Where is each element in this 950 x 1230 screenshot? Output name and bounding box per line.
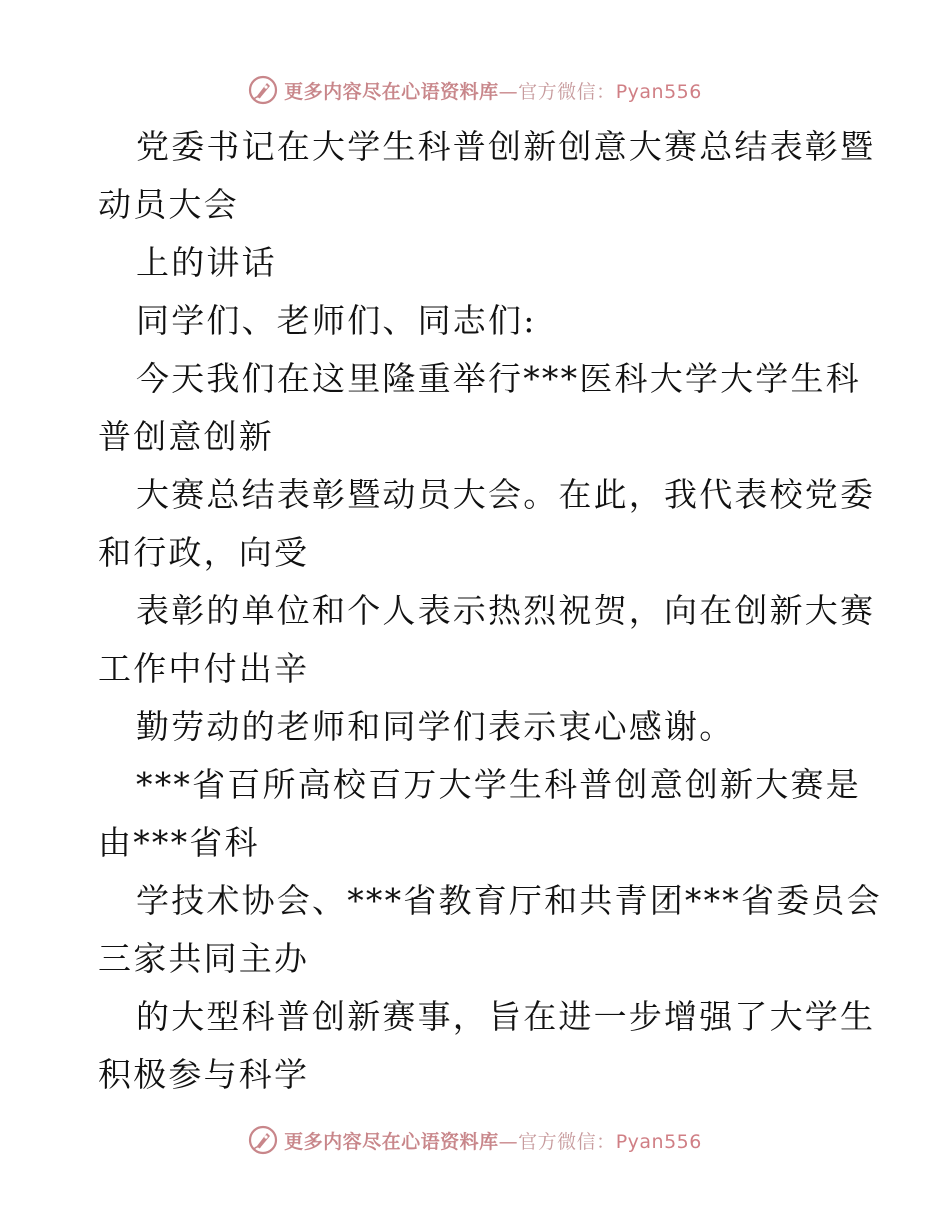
- watermark-brand: 更多内容尽在心语资料库: [284, 80, 499, 103]
- watermark-separator: —: [498, 80, 519, 103]
- body-line: 由***省科: [98, 823, 260, 862]
- body-line: 工作中付出辛: [98, 649, 310, 688]
- body-line: 勤劳动的老师和同学们表示衷心感谢。: [136, 707, 735, 746]
- pen-nib-logo-icon: [248, 1125, 278, 1155]
- watermark-contact-id: Pyan556: [615, 1130, 702, 1153]
- body-line: 三家共同主办: [98, 939, 310, 978]
- body-line: 普创意创新: [98, 417, 274, 456]
- watermark-brand: 更多内容尽在心语资料库: [284, 1130, 499, 1153]
- pen-nib-logo-icon: [248, 75, 278, 105]
- document-body: [98, 118, 882, 1104]
- body-line: ***省百所高校百万大学生科普创意创新大赛是: [136, 765, 861, 804]
- watermark-text: [284, 77, 702, 104]
- body-line: 党委书记在大学生科普创新创意大赛总结表彰暨: [136, 127, 876, 166]
- watermark-contact-label: 官方微信：: [518, 80, 616, 103]
- body-line: 今天我们在这里隆重举行***医科大学大学生科: [136, 359, 861, 398]
- watermark-contact-id: Pyan556: [615, 80, 702, 103]
- body-line: 大赛总结表彰暨动员大会。在此，我代表校党委: [136, 475, 876, 514]
- footer-watermark: [0, 1120, 950, 1160]
- watermark-contact-label: 官方微信：: [518, 1130, 616, 1153]
- watermark-text: [284, 1127, 702, 1154]
- header-watermark: [0, 70, 950, 110]
- body-line: 动员大会: [98, 185, 239, 224]
- body-line: 和行政，向受: [98, 533, 310, 572]
- watermark-separator: —: [498, 1130, 519, 1153]
- body-line: 的大型科普创新赛事，旨在进一步增强了大学生: [136, 997, 876, 1036]
- body-line: 上的讲话: [136, 243, 277, 282]
- body-line: 积极参与科学: [98, 1055, 310, 1094]
- body-line: 学技术协会、***省教育厅和共青团***省委员会: [136, 881, 882, 920]
- body-line: 同学们、老师们、同志们:: [136, 301, 537, 340]
- body-line: 表彰的单位和个人表示热烈祝贺，向在创新大赛: [136, 591, 876, 630]
